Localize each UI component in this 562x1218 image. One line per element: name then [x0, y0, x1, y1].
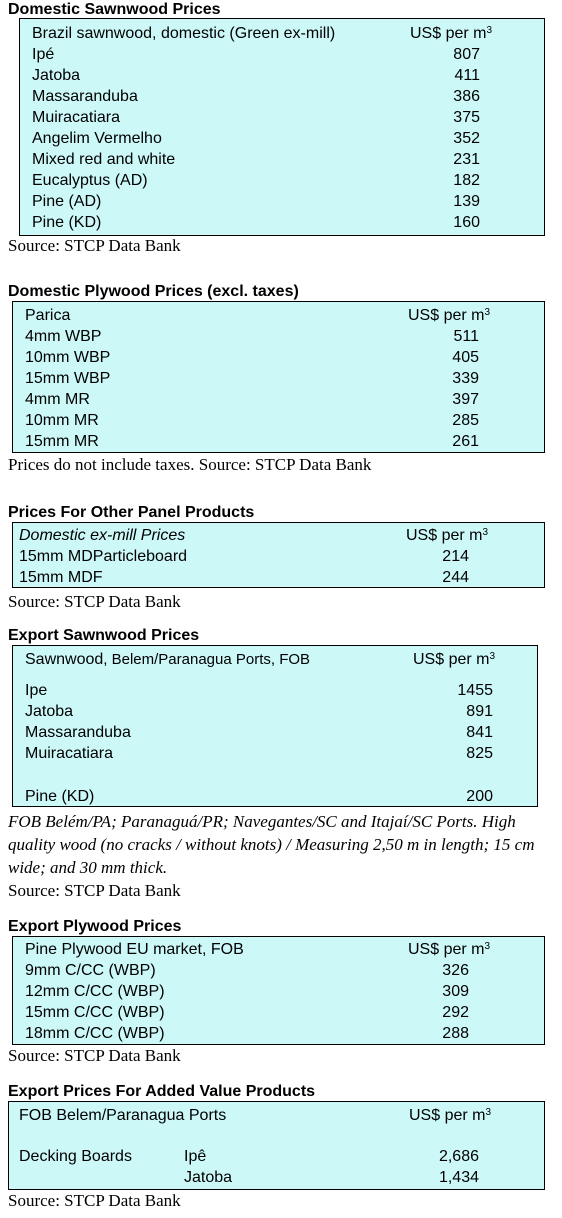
- added-value-source: Source: STCP Data Bank: [8, 1191, 181, 1210]
- row-label: 9mm C/CC (WBP): [25, 962, 156, 979]
- table-row: [20, 212, 544, 233]
- row-value: 891: [466, 703, 493, 720]
- row-label: 15mm MDParticleboard: [19, 548, 188, 565]
- table-row: Decking Boards Ipê 2,686: [19, 1148, 479, 1165]
- table-row: [20, 65, 544, 86]
- table-row: [13, 680, 537, 701]
- table-row: [13, 431, 544, 452]
- row-value: 261: [452, 433, 479, 450]
- sawnwood-source: Source: STCP Data Bank: [8, 236, 181, 255]
- plywood-table: [12, 301, 545, 453]
- export-sawnwood-table: [12, 645, 538, 807]
- header-label: Domestic ex-mill Prices: [19, 527, 186, 544]
- table-header: [13, 939, 544, 960]
- table-row: [13, 389, 544, 410]
- table-header: [9, 1105, 544, 1126]
- row-value: 339: [452, 370, 479, 387]
- table-row: [13, 1023, 544, 1044]
- row-label: 12mm C/CC (WBP): [25, 983, 165, 1000]
- row-value: 411: [454, 67, 480, 84]
- table-row: [20, 86, 544, 107]
- row-value: 825: [466, 745, 493, 762]
- row-value: 244: [442, 569, 469, 586]
- table-row: [13, 1002, 544, 1023]
- row-value: 231: [453, 151, 480, 168]
- row-value: 182: [453, 172, 480, 189]
- table-header: [13, 649, 537, 670]
- row-label: 15mm C/CC (WBP): [25, 1004, 165, 1021]
- table-row: [20, 191, 544, 212]
- sawnwood-title: Domestic Sawnwood Prices: [8, 1, 221, 18]
- sawnwood-table: [19, 18, 545, 236]
- unit-label: US$ per $m^3$: [406, 527, 489, 544]
- panels-table: [12, 522, 545, 588]
- export-plywood-title: Export Plywood Prices: [8, 918, 182, 935]
- row-label: Eucalyptus (AD): [32, 172, 148, 189]
- row-value: 841: [466, 724, 493, 741]
- row-value: 1455: [457, 682, 493, 699]
- table-header: [13, 305, 544, 326]
- row-label: 15mm MR: [25, 433, 99, 450]
- unit-label: US$ per $m^3$: [413, 651, 496, 668]
- row-value: 160: [453, 214, 480, 231]
- row-value: 285: [452, 412, 479, 429]
- row-label: Mixed red and white: [32, 151, 176, 168]
- added-value-table: [8, 1101, 545, 1190]
- row-label: 4mm MR: [25, 391, 90, 408]
- row-value: 807: [453, 46, 480, 63]
- unit-label: US$ per $m^3$: [408, 941, 491, 958]
- product-label: Decking Boards: [19, 1148, 132, 1165]
- table-row: [13, 722, 537, 743]
- unit-label: US$ per $m^3$: [410, 25, 493, 42]
- row-label: 15mm MDF: [19, 569, 103, 586]
- table-row: Jatoba 1,434: [184, 1169, 479, 1186]
- table-row: [13, 347, 544, 368]
- unit-label: US$ per $m^3$: [408, 307, 491, 324]
- row-label: Pine (AD): [32, 193, 102, 210]
- table-row: [20, 44, 544, 65]
- table-row: [20, 128, 544, 149]
- header-label: Parica: [25, 307, 71, 324]
- row-label: Jatoba: [32, 67, 81, 84]
- table-header: [13, 525, 544, 546]
- row-label: 10mm MR: [25, 412, 99, 429]
- table-row: Pine (KD) 200: [25, 788, 493, 805]
- export-plywood-source: Source: STCP Data Bank: [8, 1046, 181, 1065]
- row-label: 10mm WBP: [25, 349, 111, 366]
- row-label: 18mm C/CC (WBP): [25, 1025, 165, 1042]
- row-value: 214: [442, 548, 469, 565]
- table-row: [13, 981, 544, 1002]
- unit-label: US$ per $m^3$: [409, 1107, 492, 1124]
- table-row: [20, 149, 544, 170]
- row-value: 375: [453, 109, 480, 126]
- table-row: [13, 546, 544, 567]
- row-value: 139: [453, 193, 480, 210]
- table-row: [13, 410, 544, 431]
- row-value: 292: [442, 1004, 469, 1021]
- row-label: Muiracatiara: [32, 109, 121, 126]
- row-value: 309: [442, 983, 469, 1000]
- table-row: [13, 701, 537, 722]
- row-value: 352: [453, 130, 480, 147]
- row-value: 326: [442, 962, 469, 979]
- row-label: Muiracatiara: [25, 745, 114, 762]
- table-row: [20, 107, 544, 128]
- header-label: FOB Belem/Paranagua Ports: [19, 1107, 227, 1124]
- row-label: Ipe: [25, 682, 48, 699]
- header-label: Brazil sawnwood, domestic (Green ex-mill): [32, 25, 336, 42]
- table-row: [13, 743, 537, 764]
- row-label: Angelim Vermelho: [32, 130, 162, 147]
- row-value: 288: [442, 1025, 469, 1042]
- header-label: Pine Plywood EU market, FOB: [25, 941, 244, 958]
- row-value: 386: [453, 88, 480, 105]
- table-row: [13, 567, 544, 588]
- plywood-source: Prices do not include taxes. Source: STCP Data Bank: [8, 455, 372, 474]
- row-value: 511: [453, 328, 479, 345]
- export-sawnwood-title: Export Sawnwood Prices: [8, 627, 200, 644]
- table-row: [20, 170, 544, 191]
- row-label: Jatoba: [25, 703, 74, 720]
- panels-source: Source: STCP Data Bank: [8, 592, 181, 611]
- panels-title: Prices For Other Panel Products: [8, 504, 255, 521]
- row-label: Massaranduba: [32, 88, 138, 105]
- row-label: Ipé: [32, 46, 55, 63]
- row-value: 405: [452, 349, 479, 366]
- row-label: Massaranduba: [25, 724, 131, 741]
- row-label: 15mm WBP: [25, 370, 111, 387]
- export-plywood-table: [12, 936, 545, 1045]
- table-header: [20, 23, 544, 44]
- export-sawnwood-note: FOB Belém/PA; Paranaguá/PR; Navegantes/SC and Itajaí/SC Ports. High quality wood (no cracks / without knots) / Measuring 2,50 m in length; 15 cm wide; and 30 mm thick.: [8, 812, 535, 877]
- row-label: Pine (KD): [32, 214, 102, 231]
- plywood-title: Domestic Plywood Prices (excl. taxes): [8, 283, 299, 300]
- table-row: [13, 326, 544, 347]
- export-sawnwood-source: Source: STCP Data Bank: [8, 881, 181, 900]
- row-label: 4mm WBP: [25, 328, 102, 345]
- header-label: Sawnwood, Belem/Paranagua Ports, FOB: [25, 651, 311, 668]
- table-row: [13, 960, 544, 981]
- table-row: [13, 368, 544, 389]
- added-value-title: Export Prices For Added Value Products: [8, 1083, 316, 1100]
- row-value: 397: [452, 391, 479, 408]
